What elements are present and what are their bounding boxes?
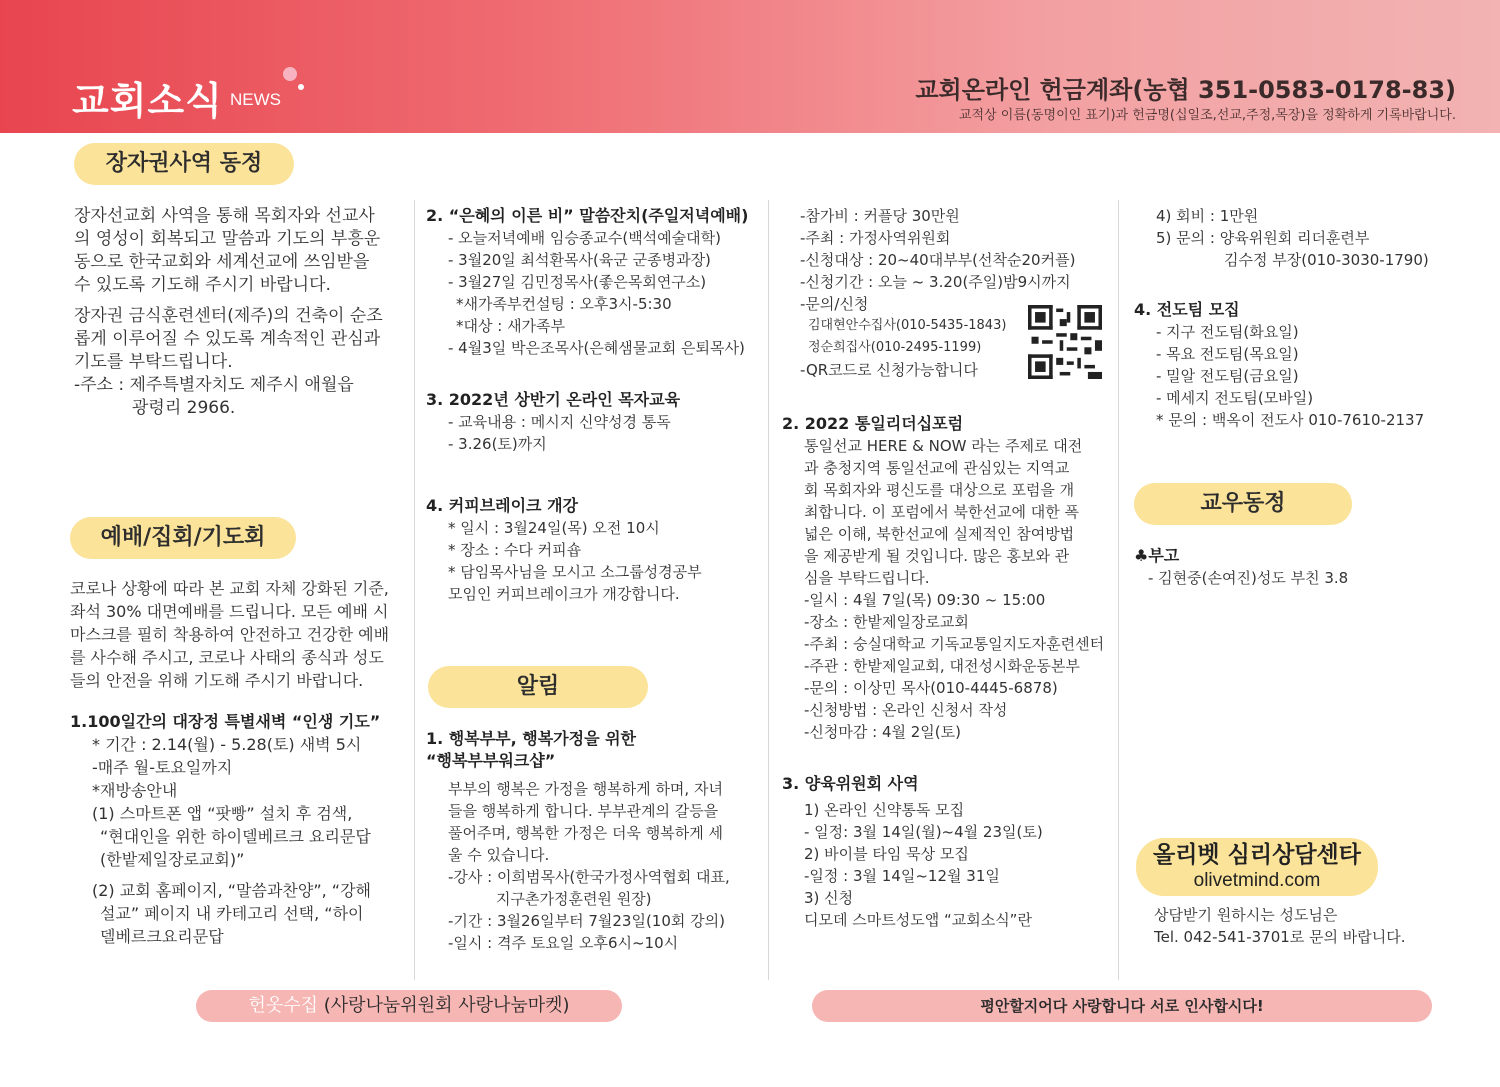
text-line: * 장소 : 수다 커피숍 <box>448 541 582 559</box>
news-label: NEWS <box>230 90 281 109</box>
text-line: 1) 온라인 신약통독 모집 <box>804 801 965 819</box>
item-title: 1. 행복부부, 행복가정을 위한 <box>426 729 637 748</box>
text-line: 모임인 커피브레이크가 개강합니다. <box>448 585 680 603</box>
text-line: -신청방법 : 온라인 신청서 작성 <box>804 701 1008 719</box>
olivet-counseling-badge <box>1136 838 1378 896</box>
decor-dot-small <box>298 84 304 90</box>
olivet-url[interactable]: olivetmind.com <box>1193 870 1321 891</box>
address-line: 광령리 2966. <box>132 398 236 418</box>
text-line: *새가족부컨설팅 : 오후3시-5:30 <box>456 295 672 313</box>
item-title: “행복부부워크샵” <box>426 751 556 770</box>
item-title: 3. 양육위원회 사역 <box>782 774 919 793</box>
text-line: - 오늘저녁예배 임승종교수(백석예술대학) <box>448 229 721 247</box>
text-line: * 문의 : 백옥이 전도사 010-7610-2137 <box>1156 411 1425 429</box>
text-line: 들을 행복하게 합니다. 부부관계의 갈등을 <box>448 802 719 820</box>
text-line: Tel. 042-541-3701로 문의 바랍니다. <box>1154 928 1406 946</box>
text-line: - 밀알 전도팀(금요일) <box>1156 367 1299 385</box>
text-line: *재방송안내 <box>92 781 178 800</box>
text-line: -참가비 : 커플당 30만원 <box>800 207 960 225</box>
worship-section-body <box>70 577 410 948</box>
item-title: 2. 2022 통일리더십포럼 <box>782 414 964 433</box>
text-line: 설교” 페이지 내 카테고리 선택, “하이 <box>100 904 364 923</box>
olivet-name: 올리벳 심리상담센타 <box>1153 842 1361 868</box>
text-line: 의 영성이 회복되고 말씀과 기도의 부흥운 <box>74 229 381 249</box>
text-line: * 기간 : 2.14(월) - 5.28(토) 새벽 5시 <box>92 735 362 754</box>
section-title-members: 교우동정 <box>1134 483 1352 525</box>
text-line: 상담받기 원하시는 성도님은 <box>1154 906 1338 924</box>
text-line: 울 수 있습니다. <box>448 846 550 864</box>
olivet-body <box>1154 904 1474 948</box>
text-line: - 4월3일 박은조목사(은혜샘물교회 은퇴목사) <box>448 339 745 357</box>
column-divider <box>1118 200 1119 980</box>
text-line: -문의 : 이상민 목사(010-4445-6878) <box>804 679 1058 697</box>
jangja-paragraph-1 <box>74 205 409 297</box>
item-title: ♣부고 <box>1134 546 1180 565</box>
text-line: 장자선교회 사역을 통해 목회자와 선교사 <box>74 206 375 226</box>
text-line: -신청대상 : 20~40대부부(선착순20커플) <box>800 251 1076 269</box>
text-line: * 일시 : 3월24일(목) 오전 10시 <box>448 519 660 537</box>
jangja-paragraph-2 <box>74 305 409 420</box>
text-line: -주최 : 숭실대학교 기독교통일지도자훈련센터 <box>804 635 1105 653</box>
col4-upper <box>1134 205 1474 431</box>
text-line: 롭게 이루어질 수 있도록 계속적인 관심과 <box>74 329 381 349</box>
text-line: 지구촌가정훈련원 원장) <box>496 890 652 908</box>
jangja-section-body <box>74 205 409 420</box>
text-line: 2) 바이블 타임 묵상 모집 <box>804 845 969 863</box>
text-line: * 담임목사님을 모시고 소그룹성경공부 <box>448 563 702 581</box>
page-title: 교회소식 <box>72 79 223 123</box>
item-title: 4. 전도팀 모집 <box>1134 300 1240 319</box>
text-line: - 메세지 전도팀(모바일) <box>1156 389 1314 407</box>
qr-code-icon[interactable] <box>1028 305 1102 379</box>
contact-line: 정순희집사(010-2495-1199) <box>808 340 982 355</box>
text-line: - 김현중(손여진)성도 부친 3.8 <box>1148 569 1349 587</box>
text-line: 동으로 한국교회와 세계선교에 쓰임받을 <box>74 252 370 272</box>
footer-text: (사랑나눔위원회 사랑나눔마켓) <box>318 995 570 1016</box>
text-line: -장소 : 한밭제일장로교회 <box>804 613 969 631</box>
col2-upper <box>426 205 764 605</box>
text-line: 5) 문의 : 양육위원회 리더훈련부 <box>1156 229 1370 247</box>
offering-account: 교회온라인 헌금계좌(농협 351-0583-0178-83) <box>915 76 1456 104</box>
text-line: 수 있도록 기도해 주시기 바랍니다. <box>74 275 331 295</box>
col3-forum <box>782 413 1116 931</box>
text-line: - 교육내용 : 메시지 신약성경 통독 <box>448 413 671 431</box>
text-line: 코로나 상황에 따라 본 교회 자체 강화된 기준, <box>70 579 389 598</box>
text-line: 4) 회비 : 1만원 <box>1156 207 1259 225</box>
footer-greeting: 평안할지어다 사랑합니다 서로 인사합시다! <box>812 990 1432 1022</box>
text-line: 부부의 행복은 가정을 행복하게 하며, 자녀 <box>448 780 723 798</box>
text-line: 통일선교 HERE & NOW 라는 주제로 대전 <box>804 437 1083 455</box>
text-line: 마스크를 필히 착용하여 안전하고 건강한 예배 <box>70 625 390 644</box>
text-line: -일시 : 격주 토요일 오후6시~10시 <box>448 934 679 952</box>
text-line: -일시 : 4월 7일(목) 09:30 ~ 15:00 <box>804 591 1046 609</box>
item-title: 3. 2022년 상반기 온라인 목자교육 <box>426 390 681 409</box>
address-line: -주소 : 제주특별자치도 제주시 애월읍 <box>74 375 354 395</box>
text-line: 기도를 부탁드립니다. <box>74 352 233 372</box>
item-title: 4. 커피브레이크 개강 <box>426 496 578 515</box>
offering-account-note: 교적상 이름(동명이인 표기)과 헌금명(십일조,선교,주정,목장)을 정확하게 기록바랍니다. <box>958 108 1456 123</box>
text-line: -주관 : 한밭제일교회, 대전성시화운동본부 <box>804 657 1080 675</box>
text-line: - 목요 전도팀(목요일) <box>1156 345 1299 363</box>
text-line: -강사 : 이희범목사(한국가정사역협회 대표, <box>448 868 730 886</box>
text-line: 장자권 금식훈련센터(제주)의 건축이 순조 <box>74 306 383 326</box>
col2-notice-body <box>426 728 764 954</box>
contact-line: 김대현안수집사(010-5435-1843) <box>808 318 1007 333</box>
text-line: -기간 : 3월26일부터 7월23일(10회 강의) <box>448 912 725 930</box>
item-title: 2. “은혜의 이른 비” 말씀잔치(주일저녁예배) <box>426 206 749 225</box>
text-line: - 3월27일 김민정목사(좋은목회연구소) <box>448 273 707 291</box>
text-line: -매주 월-토요일까지 <box>92 758 233 777</box>
item-title: 1.100일간의 대장정 특별새벽 “인생 기도” <box>70 712 381 731</box>
decor-dot <box>283 67 297 81</box>
section-title-notice: 알림 <box>428 666 648 708</box>
section-title-worship: 예배/집회/기도회 <box>70 517 296 559</box>
text-line: -문의/신청 <box>800 295 869 313</box>
text-line: -QR코드로 신청가능합니다 <box>800 361 978 379</box>
text-line: (2) 교회 홈페이지, “말씀과찬양”, “강해 <box>92 881 371 900</box>
text-line: 3) 신청 <box>804 889 854 907</box>
text-line: (1) 스마트폰 앱 “팟빵” 설치 후 검색, <box>92 804 353 823</box>
text-line: 들의 안전을 위해 기도해 주시기 바랍니다. <box>70 671 364 690</box>
column-divider <box>414 200 415 980</box>
text-line: -일정 : 3월 14일~12월 31일 <box>804 867 1000 885</box>
text-line: 넓은 이해, 북한선교에 실제적인 참여방법 <box>804 525 1075 543</box>
text-line: “현대인을 위한 하이델베르크 요리문답 <box>100 827 371 846</box>
text-line: -주최 : 가정사역위원회 <box>800 229 951 247</box>
footer-clothes-collection <box>196 990 622 1022</box>
text-line: - 3월20일 최석환목사(육군 군종병과장) <box>448 251 711 269</box>
text-line: 최합니다. 이 포럼에서 북한선교에 대한 폭 <box>804 503 1079 521</box>
text-line: -신청마감 : 4월 2일(토) <box>804 723 961 741</box>
section-title-jangja: 장자권사역 동정 <box>74 143 294 185</box>
footer-highlight: 헌옷수집 <box>248 995 319 1016</box>
text-line: 심을 부탁드립니다. <box>804 569 930 587</box>
text-line: 디모데 스마트성도앱 “교회소식”란 <box>804 911 1032 929</box>
column-divider <box>768 200 769 980</box>
text-line: *대상 : 새가족부 <box>456 317 566 335</box>
text-line: -신청기간 : 오늘 ~ 3.20(주일)밤9시까지 <box>800 273 1071 291</box>
text-line: 델베르크요리문답 <box>100 927 224 946</box>
text-line: 풀어주며, 행복한 가정은 더욱 행복하게 세 <box>448 824 723 842</box>
text-line: 회 목회자와 평신도를 대상으로 포럼을 개 <box>804 481 1075 499</box>
text-line: 을 제공받게 될 것입니다. 많은 홍보와 관 <box>804 547 1070 565</box>
text-line: - 일정: 3월 14일(월)~4월 23일(토) <box>804 823 1043 841</box>
text-line: 과 충청지역 통일선교에 관심있는 지역교 <box>804 459 1070 477</box>
text-line: 좌석 30% 대면예배를 드립니다. 모든 예배 시 <box>70 602 389 621</box>
text-line: 를 사수해 주시고, 코로나 사태의 종식과 성도 <box>70 648 384 667</box>
text-line: - 지구 전도팀(화요일) <box>1156 323 1299 341</box>
text-line: 김수정 부장(010-3030-1790) <box>1224 251 1429 269</box>
header-banner <box>0 0 1500 133</box>
text-line: - 3.26(토)까지 <box>448 435 547 453</box>
text-line: (한밭제일장로교회)” <box>100 850 245 869</box>
col4-funeral <box>1134 545 1474 589</box>
